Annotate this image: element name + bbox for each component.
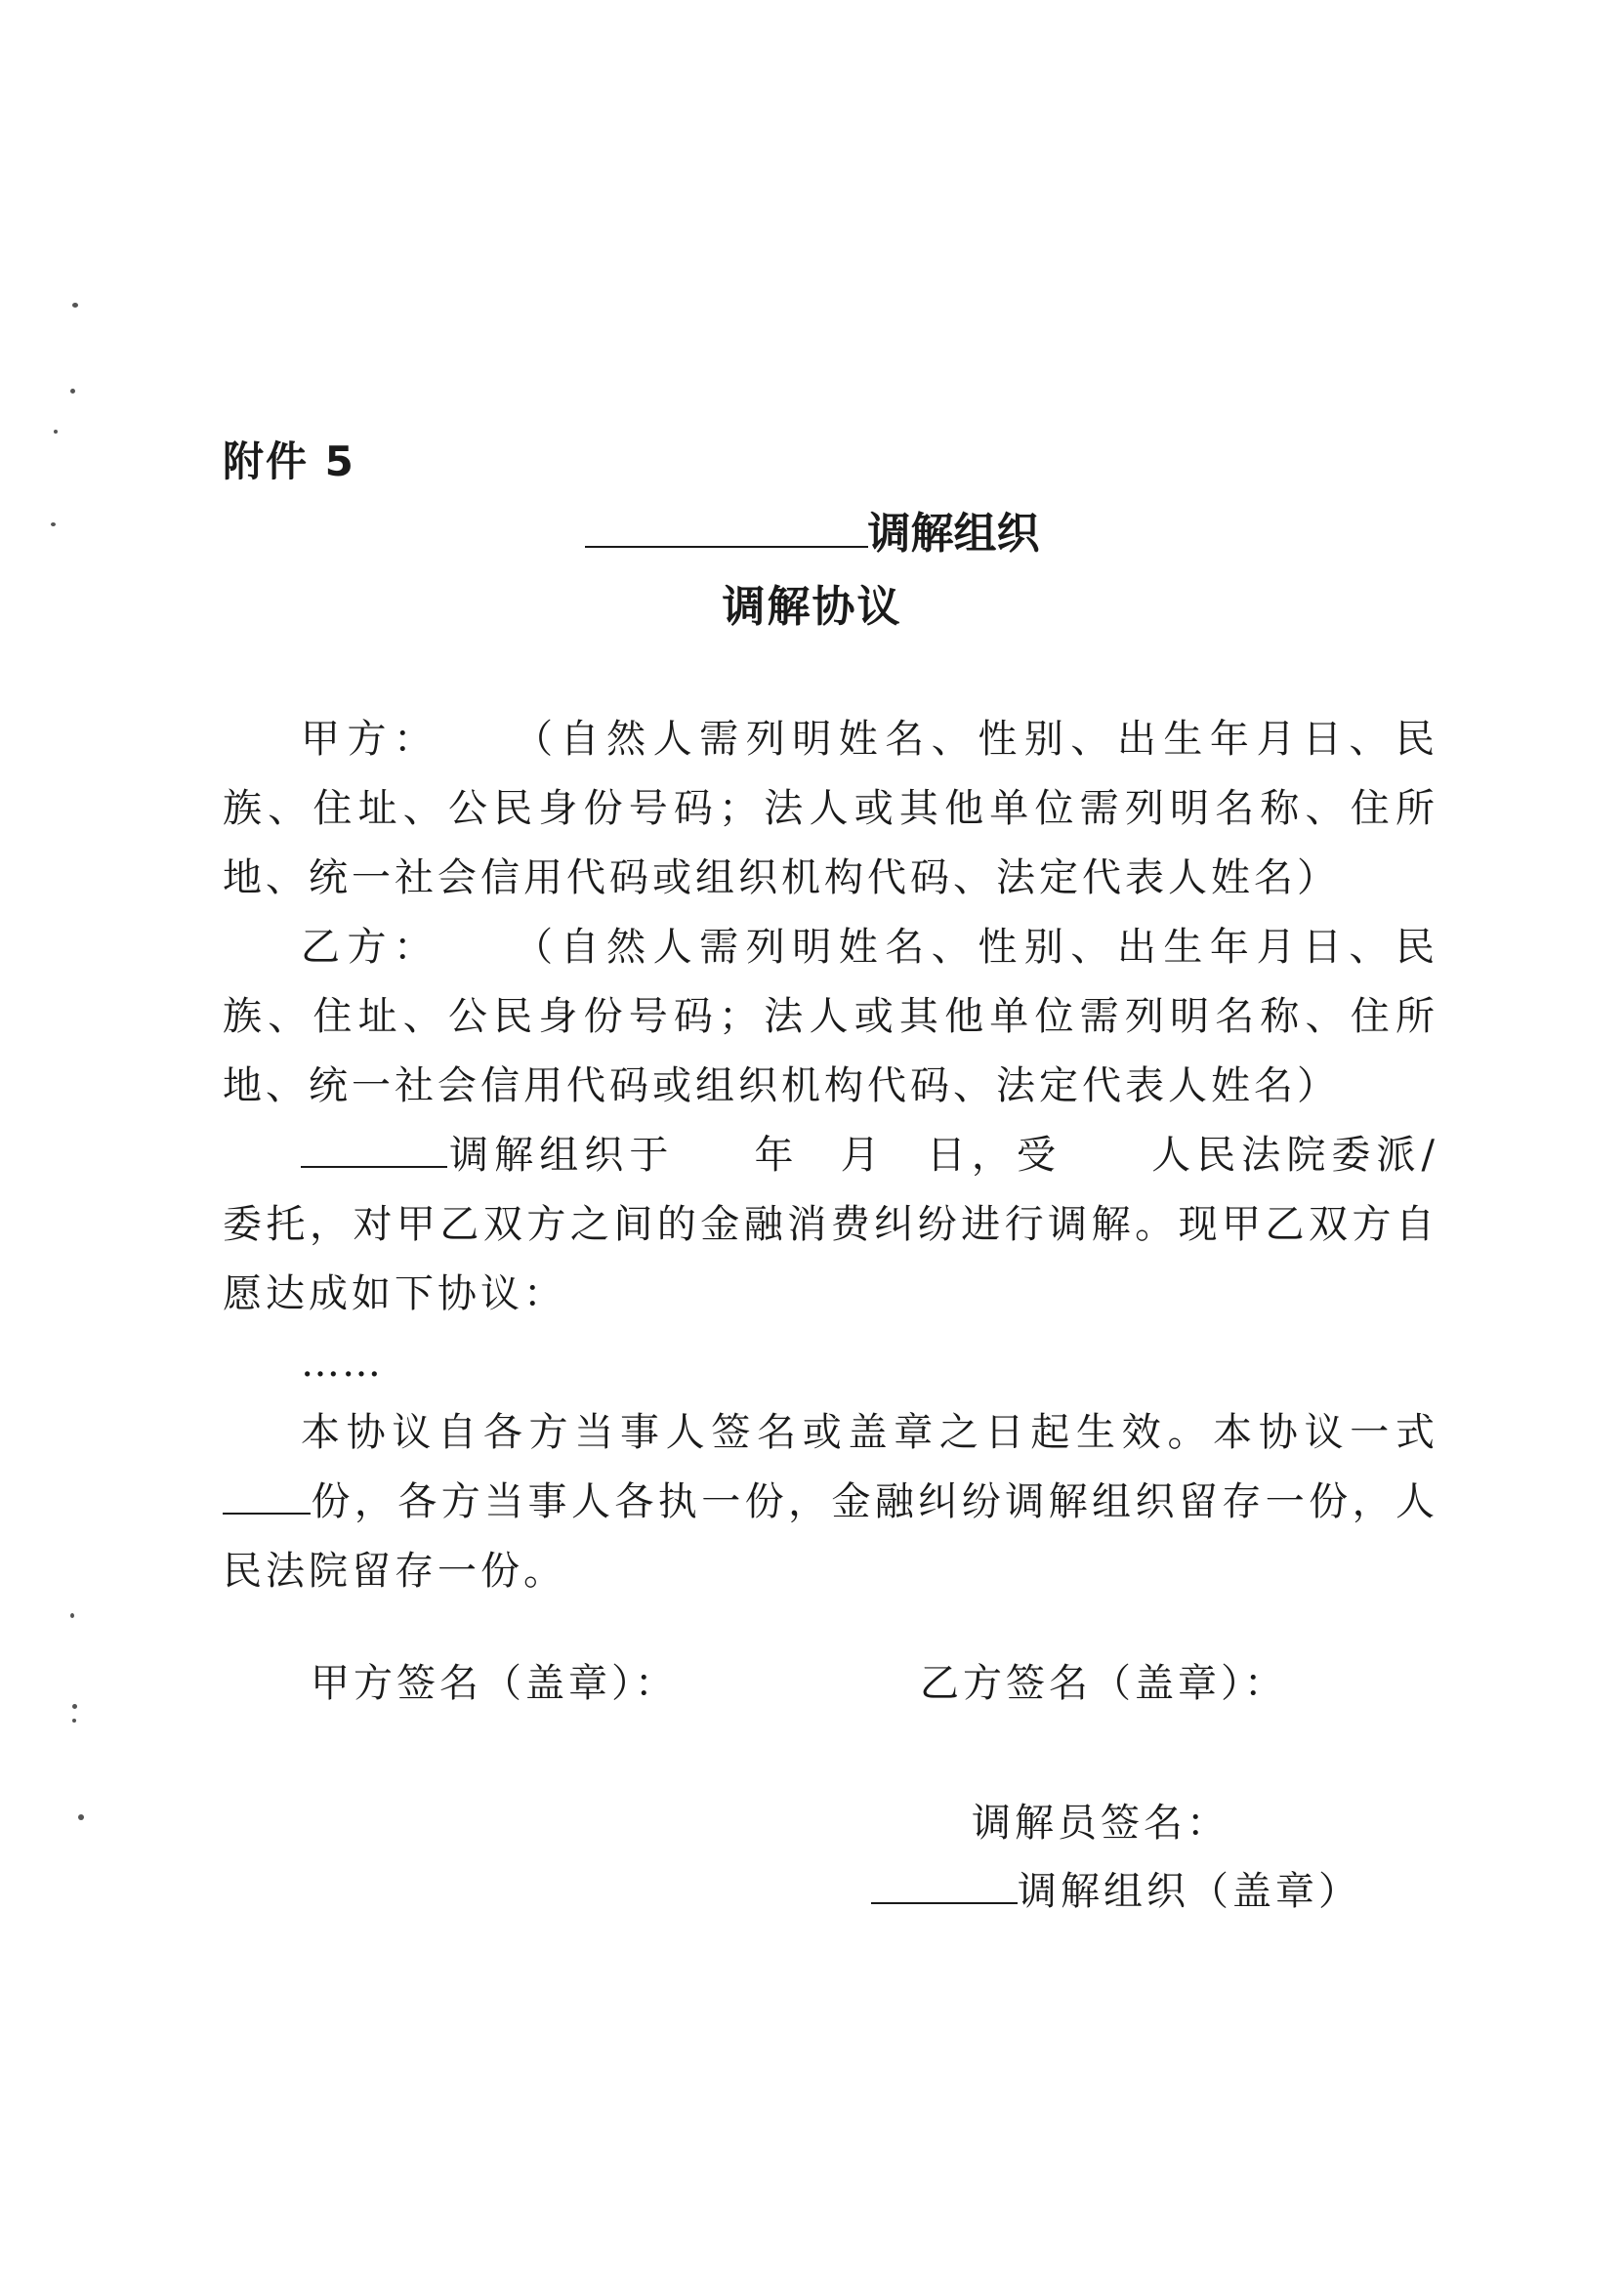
year-label: 年 (752, 1133, 800, 1178)
court-commission: 人民法院委派/委托，对甲乙双方之间的金融消费纠纷进行调解。现甲乙双方自愿达成如下协议： (223, 1133, 1439, 1316)
party-b-desc: （自然人需列明姓名、性别、出生年月日、民族、住址、公民身份号码；法人或其他单位需列明名称、住所地、统一社会信用代码或组织机构代码、法定代表人姓名） (223, 925, 1439, 1108)
scan-speck (54, 430, 58, 434)
org-seal: 调解组织（盖章） (1018, 1869, 1361, 1914)
party-b-signature: 乙方签名（盖章）： (920, 1661, 1287, 1706)
scan-speck (72, 303, 78, 308)
party-a-desc: （自然人需列明姓名、性别、出生年月日、民族、住址、公民身份号码；法人或其他单位需列明名称、住所地、统一社会信用代码或组织机构代码、法定代表人姓名） (223, 717, 1439, 900)
day-label: 日，受 (924, 1133, 1062, 1178)
scan-speck (72, 1719, 76, 1723)
document-body (223, 705, 1438, 1606)
party-a-signature: 甲方签名（盖章）： (311, 1661, 678, 1706)
org-title-line (0, 498, 1624, 561)
scan-speck (78, 1814, 84, 1820)
copies-blank (223, 1512, 311, 1515)
party-a-paragraph (223, 705, 1438, 913)
month-label: 月 (838, 1133, 886, 1178)
party-b-paragraph (223, 913, 1438, 1121)
mediation-paragraph (223, 1121, 1438, 1329)
org-title-suffix: 调解组织 (867, 509, 1040, 559)
effect-clause-1: 本协议自各方当事人签名或盖章之日起生效。本协议一式 (301, 1410, 1438, 1455)
scan-speck (70, 389, 75, 394)
org-blank (301, 1165, 447, 1168)
document-title: 调解协议 (722, 582, 902, 632)
org-name-blank (585, 545, 868, 548)
party-a-label: 甲方： (301, 717, 440, 762)
org-seal-line (871, 1860, 1361, 1916)
attachment-label: 附件 5 (223, 437, 355, 485)
scan-speck (70, 1613, 74, 1618)
scan-speck (72, 1704, 77, 1709)
mediation-org: 调解组织于 (447, 1133, 675, 1178)
ellipsis-paragraph: …… (301, 1341, 383, 1386)
seal-org-blank (871, 1901, 1018, 1904)
party-b-label: 乙方： (301, 925, 440, 970)
mediator-signature: 调解员签名： (972, 1801, 1229, 1846)
effect-clause-2: 份，各方当事人各执一份，金融纠纷调解组织留存一份，人民法院留存一份。 (223, 1479, 1438, 1594)
effect-paragraph (223, 1398, 1438, 1606)
